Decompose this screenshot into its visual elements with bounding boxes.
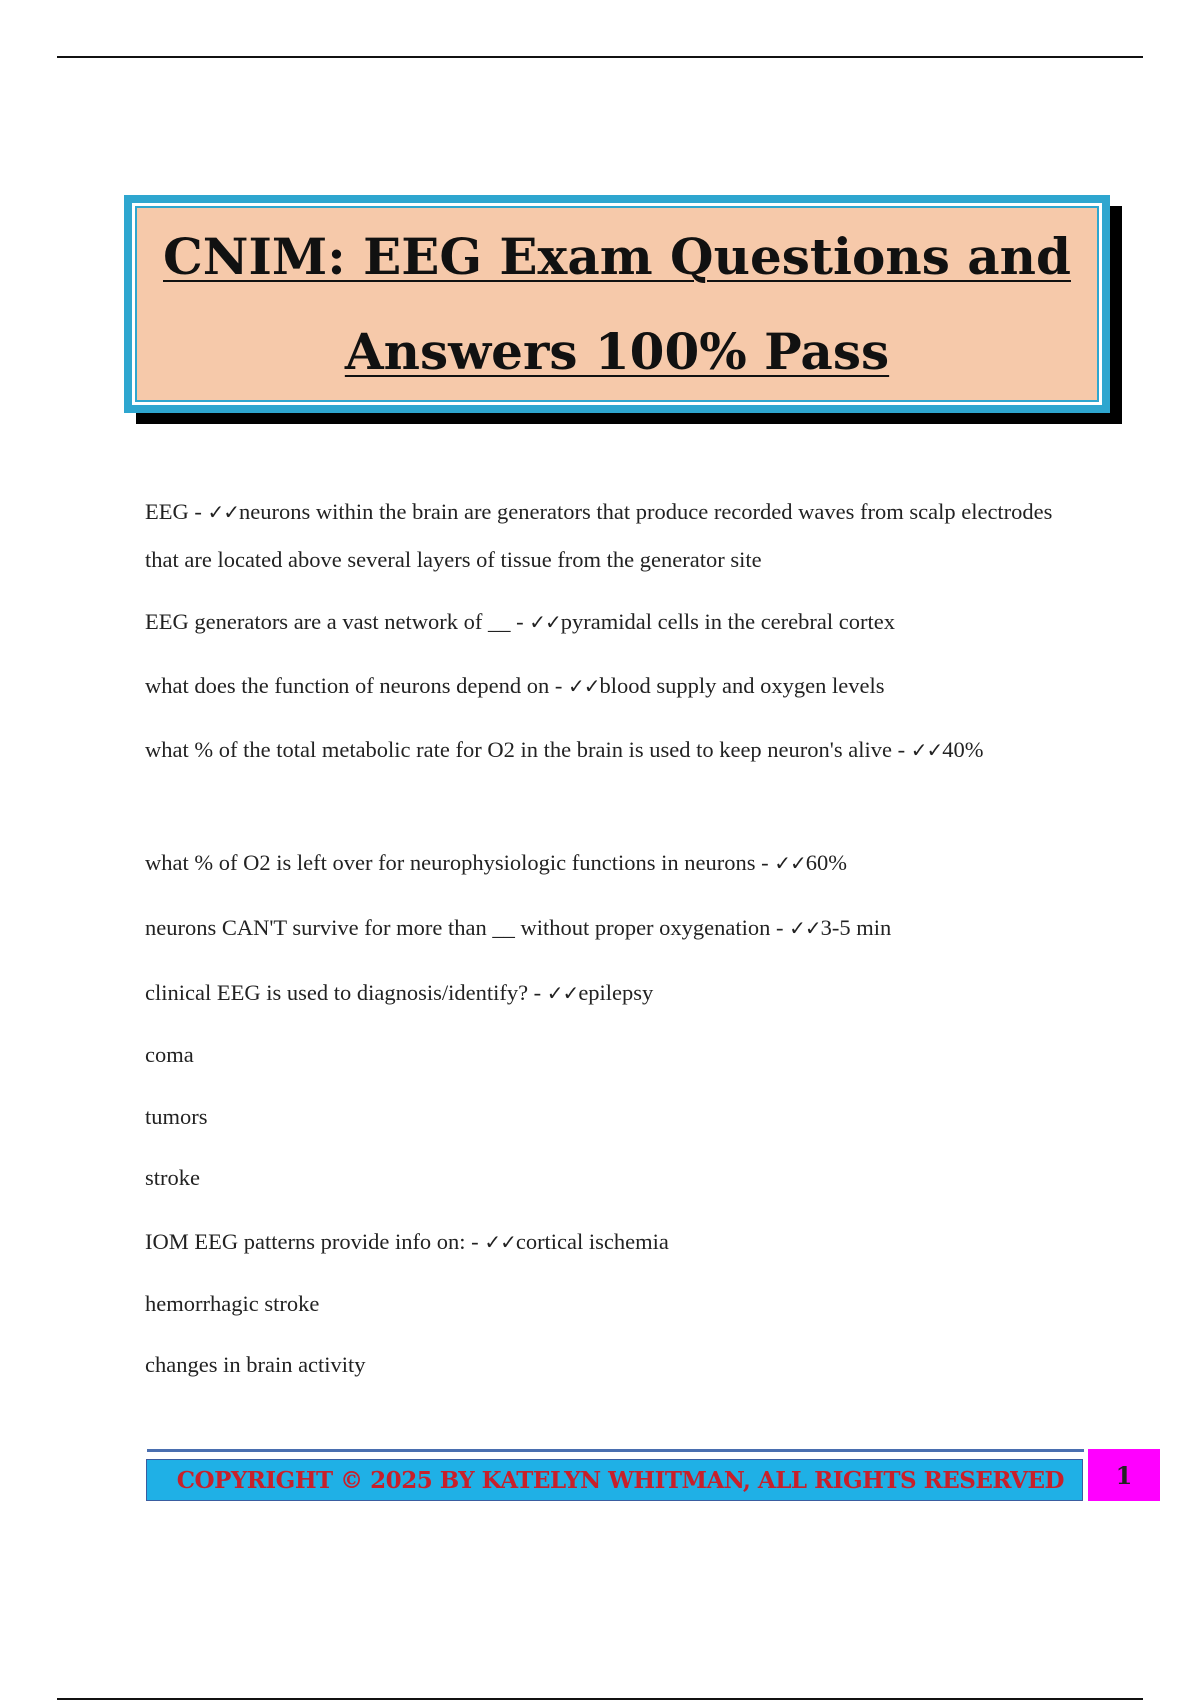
double-check-icon: ✓✓ bbox=[207, 500, 239, 524]
double-check-icon: ✓✓ bbox=[568, 674, 600, 698]
answer-continuation: stroke bbox=[145, 1165, 200, 1190]
double-check-icon: ✓✓ bbox=[789, 916, 821, 940]
question-text: EEG - bbox=[145, 499, 208, 524]
answer-text: epilepsy bbox=[578, 980, 654, 1005]
page-number: 1 bbox=[1115, 1460, 1133, 1490]
qa-entry bbox=[145, 1218, 1075, 1266]
question-text: IOM EEG patterns provide info on: - bbox=[145, 1229, 485, 1254]
answer-text: neurons within the brain are generators that produce recorded waves from scalp electrodes that are located above several layers of tissue from the generator site bbox=[145, 499, 1053, 572]
qa-entry bbox=[145, 726, 1075, 774]
copyright-text: COPYRIGHT © 2025 BY KATELYN WHITMAN, ALL RIGHTS RESERVED bbox=[176, 1466, 1064, 1494]
title-line-1: CNIM: EEG Exam Questions and bbox=[163, 227, 1071, 286]
question-text: clinical EEG is used to diagnosis/identify? - bbox=[145, 980, 547, 1005]
title-box bbox=[124, 195, 1110, 413]
qa-entry bbox=[145, 598, 1075, 646]
answer-text: 60% bbox=[805, 850, 848, 875]
answer-text: 40% bbox=[942, 737, 984, 762]
double-check-icon: ✓✓ bbox=[910, 738, 943, 762]
answer-continuation: coma bbox=[145, 1042, 194, 1067]
top-rule bbox=[57, 56, 1143, 58]
double-check-icon: ✓✓ bbox=[484, 1230, 516, 1254]
qa-entry bbox=[145, 662, 1075, 710]
answer-continuation: hemorrhagic stroke bbox=[145, 1291, 320, 1316]
double-check-icon: ✓✓ bbox=[774, 851, 806, 875]
footer-rule bbox=[147, 1449, 1084, 1452]
footer-bar bbox=[146, 1459, 1083, 1501]
double-check-icon: ✓✓ bbox=[546, 981, 579, 1005]
question-text: what % of O2 is left over for neurophysiologic functions in neurons - bbox=[145, 850, 775, 875]
question-text: neurons CAN'T survive for more than __ without proper oxygenation - bbox=[145, 915, 790, 940]
question-text: EEG generators are a vast network of __ - bbox=[145, 609, 530, 634]
answer-text: 3-5 min bbox=[820, 915, 892, 940]
question-text: what does the function of neurons depend on - bbox=[145, 673, 569, 698]
answer-text: pyramidal cells in the cerebral cortex bbox=[560, 609, 895, 634]
qa-entry bbox=[145, 839, 1075, 887]
qa-entry bbox=[145, 488, 1075, 583]
page-number-box bbox=[1088, 1449, 1160, 1501]
answer-continuation: tumors bbox=[145, 1104, 208, 1129]
answer-text: cortical ischemia bbox=[515, 1229, 669, 1254]
question-text: what % of the total metabolic rate for O2 in the brain is used to keep neuron's alive - bbox=[145, 737, 911, 762]
double-check-icon: ✓✓ bbox=[529, 610, 561, 634]
qa-entry bbox=[145, 904, 1075, 952]
answer-text: blood supply and oxygen levels bbox=[599, 673, 885, 698]
qa-entry bbox=[145, 969, 1075, 1017]
title-line-2: Answers 100% Pass bbox=[344, 322, 890, 381]
answer-continuation: changes in brain activity bbox=[145, 1352, 366, 1377]
